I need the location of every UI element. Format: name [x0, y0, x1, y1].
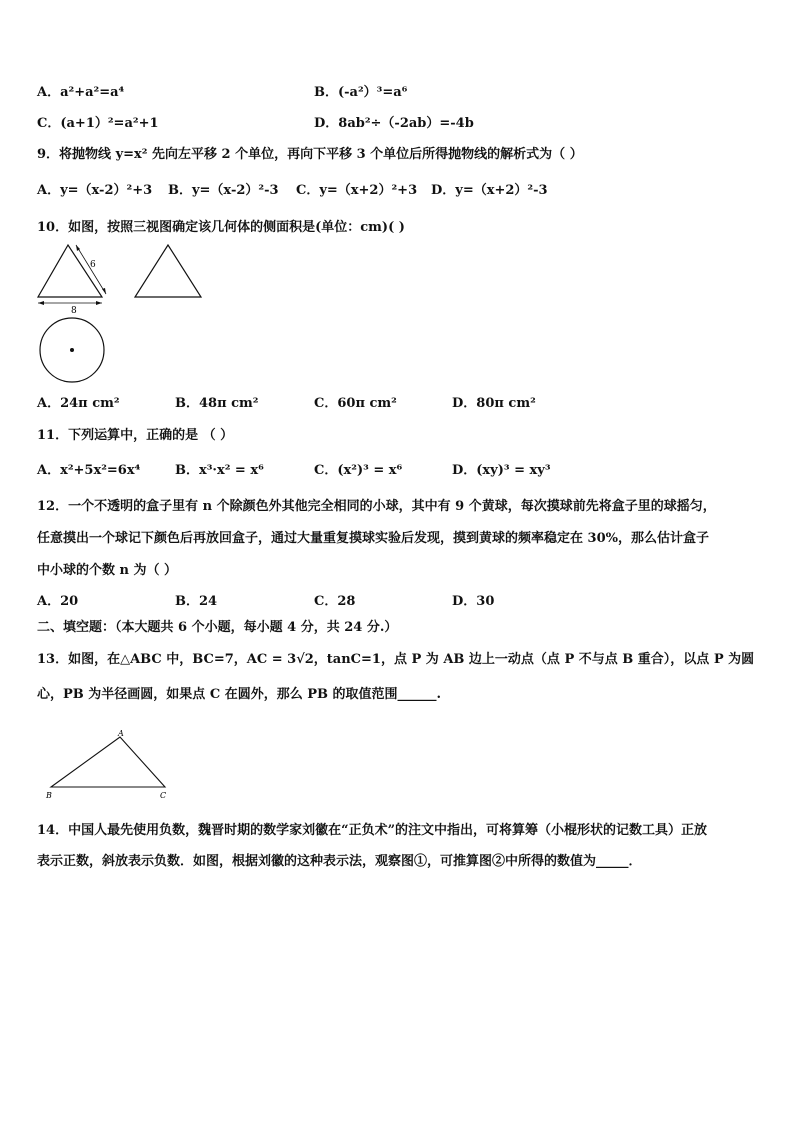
- q10-option-b: B．48π cm²: [175, 396, 259, 411]
- three-view-figure: [30, 240, 220, 390]
- q9-stem: 9．将抛物线 y=x² 先向左平移 2 个单位，再向下平移 3 个单位后所得抛物线的解析式为（ ）: [37, 147, 583, 162]
- front-view-triangle: [38, 245, 102, 297]
- q8-option-a: A．a²+a²=a⁴: [37, 85, 125, 100]
- q11-option-c: C．(x²)³ = x⁶: [314, 463, 403, 478]
- base-arrow-head-right: [96, 301, 102, 305]
- q10-option-a: A．24π cm²: [37, 396, 120, 411]
- base-arrow-head-left: [38, 301, 44, 305]
- q10-option-c: C．60π cm²: [314, 396, 397, 411]
- vertex-label-c: C: [160, 791, 167, 800]
- q12-line-3: 中小球的个数 n 为（ ）: [37, 563, 178, 578]
- q12-option-b: B．24: [175, 594, 218, 609]
- q14-line-1: 14．中国人最先使用负数，魏晋时期的数学家刘徽在“正负术”的注文中指出，可将算筹（小棍形状的记数工具）正放: [37, 823, 708, 838]
- q9-option-a: A．y=（x-2）²+3: [37, 183, 153, 198]
- q11-stem: 11．下列运算中，正确的是 （ ）: [37, 428, 234, 443]
- q8-option-c: C．(a+1）²=a²+1: [37, 116, 159, 131]
- vertex-label-b: B: [46, 791, 52, 800]
- q12-line-1: 12．一个不透明的盒子里有 n 个除颜色外其他完全相同的小球，其中有 9 个黄球，每次摸球前先将盒子里的球摇匀，: [37, 499, 716, 514]
- q9-option-d: D．y=（x+2）²-3: [431, 183, 548, 198]
- q12-line-2: 任意摸出一个球记下颜色后再放回盒子，通过大量重复摸球实验后发现，摸到黄球的频率稳定在 30%，那么估计盒子: [37, 531, 709, 546]
- circle-center-dot: [70, 348, 74, 352]
- q13-line-1: 13．如图，在△ABC 中，BC=7，AC = 3√2，tanC=1，点 P 为 AB 边上一动点（点 P 不与点 B 重合），以点 P 为圆: [37, 652, 755, 667]
- q8-option-b: B．(-a²）³=a⁶: [314, 85, 408, 100]
- section-2-heading: 二、填空题：（本大题共 6 个小题，每小题 4 分，共 24 分.）: [37, 620, 398, 635]
- q13-line-2: 心，PB 为半径画圆，如果点 C 在圆外，那么 PB 的取值范围______.: [37, 687, 442, 702]
- q8-option-d: D．8ab²÷（-2ab）=-4b: [314, 116, 474, 131]
- side-length-label: 6: [90, 260, 96, 270]
- triangle-abc: [51, 737, 165, 787]
- q11-option-d: D．(xy)³ = xy³: [452, 463, 551, 478]
- side-view-triangle: [135, 245, 201, 297]
- triangle-abc-figure: [42, 728, 177, 803]
- q14-line-2: 表示正数，斜放表示负数．如图，根据刘徽的这种表示法，观察图①，可推算图②中所得的数值为_____．: [37, 854, 642, 869]
- vertex-label-a: A: [118, 729, 124, 738]
- q11-option-b: B．x³·x² = x⁶: [175, 463, 264, 478]
- q12-option-d: D．30: [452, 594, 495, 609]
- q12-option-c: C．28: [314, 594, 356, 609]
- q10-option-d: D．80π cm²: [452, 396, 536, 411]
- base-length-label: 8: [71, 306, 77, 316]
- q9-option-b: B．y=（x-2）²-3: [168, 183, 279, 198]
- side-arrow-head-bottom: [102, 288, 106, 294]
- q9-option-c: C．y=（x+2）²+3: [296, 183, 418, 198]
- q10-stem: 10．如图，按照三视图确定该几何体的侧面积是(单位：cm)( ): [37, 220, 405, 235]
- q11-option-a: A．x²+5x²=6x⁴: [37, 463, 141, 478]
- q12-option-a: A．20: [37, 594, 79, 609]
